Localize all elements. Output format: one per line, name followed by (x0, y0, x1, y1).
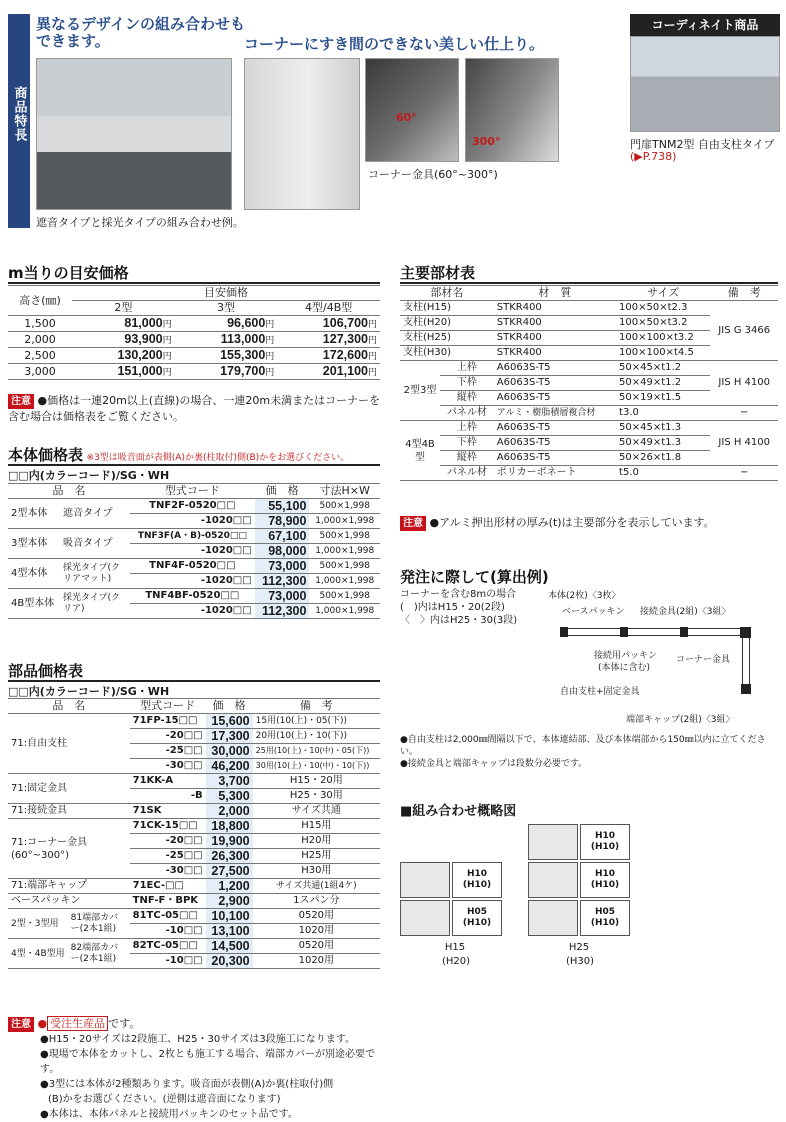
ordering-line: 〈 〉内はH25・30(3段) (400, 615, 518, 626)
table-row: -10□□ 13,100 1020用 (8, 924, 380, 939)
table-row: ベースパッキン TNF-F・BPK 2,900 1スパン分 (8, 894, 380, 909)
table-row: 4型・4B型用 82端部カバー(2本1組) 82TC-05□□ 14,500 0520用 (8, 939, 380, 954)
note-tag: 注意 (400, 516, 426, 531)
table-row: パネル材 アルミ・樹脂積層複合材 t3.0 − (400, 406, 778, 421)
combo-h25-caption: H25 (568, 942, 590, 953)
body-price-color-code: □□内(カラーコード)/SG・WH (8, 469, 170, 482)
m-price-col: 2型 (72, 301, 175, 316)
table-row: -1020□□ 98,000 1,000×1,998 (8, 544, 380, 559)
table-row: 71:固定金具 71KK-A 3,700 H15・20用 (8, 774, 380, 789)
note-tag: 注意 (8, 394, 34, 409)
table-row: 3,000 151,000円 179,700円 201,100円 (8, 364, 380, 380)
m-price-col: 4型/4B型 (277, 301, 380, 316)
post-marker (680, 627, 688, 637)
materials-table (400, 285, 778, 481)
m-price-col: 3型 (175, 301, 278, 316)
combo-panel (528, 824, 578, 860)
table-row: パネル材 ポリカーボネート t5.0 − (400, 466, 778, 481)
col-header: 品 名 (8, 484, 130, 499)
table-row: 支柱(H30) STKR400 100×100×t4.5 (400, 346, 778, 361)
col-header: 価 格 (255, 484, 310, 499)
corner-fence-photo (244, 58, 360, 210)
angle-300-label: 300° (472, 135, 501, 148)
table-row: 71:自由支柱 71FP-15□□ 15,600 15用(10(上)・05(下)) (8, 714, 380, 729)
m-price-rule (8, 282, 380, 284)
body-price-table (8, 483, 380, 619)
table-row: -25□□ 26,300 H25用 (8, 849, 380, 864)
body-price-title-row (8, 444, 383, 465)
angle-60-label: 60° (396, 111, 417, 124)
table-row: -30□□ 27,500 H30用 (8, 864, 380, 879)
table-row: 支柱(H20) STKR400 100×50×t3.2 (400, 316, 778, 331)
table-row: -1020□□ 112,300 1,000×1,998 (8, 604, 380, 619)
body-price-subnote: ※3型は吸音面が表側(A)か裏(柱取付)側(B)かをお選びください。 (86, 453, 350, 463)
combo-panel-label: H05 (H10) (580, 900, 630, 936)
m-price-table (8, 285, 380, 380)
body-price-rule (8, 464, 380, 466)
combo-panel-label: H05 (H10) (452, 900, 502, 936)
combo-h15-sub: (H20) (441, 956, 471, 967)
combo-panel-label: H10 (H10) (580, 862, 630, 898)
corner-60-photo (365, 58, 459, 162)
table-row: 4B型本体 採光タイプ(クリア) TNF4BF-0520□□ 73,000 500×1,998 (8, 589, 380, 604)
body-price-title: 本体価格表 (8, 446, 84, 464)
combo-h25-sub: (H30) (565, 956, 595, 967)
parts-note-line: ●本体は、本体パネルと接続用パッキンのセット品です。 (40, 1109, 298, 1120)
combo-panel-label: H10 (H10) (452, 862, 502, 898)
table-row: -1020□□ 78,900 1,000×1,998 (8, 514, 380, 529)
feature-side-tab: 商品特長 (8, 14, 30, 228)
materials-note-text: ●アルミ押出形材の厚み(t)は主要部分を表示しています。 (429, 516, 715, 529)
table-row: 2,000 93,900円 113,000円 127,300円 (8, 332, 380, 348)
coordinate-name: 門扉TNM2型 自由支柱タイプ (630, 138, 775, 151)
materials-title: 主要部材表 (400, 264, 476, 282)
table-row: 71:コーナー金具(60°~300°) 71CK-15□□ 18,800 H15用 (8, 819, 380, 834)
combo-panel (528, 900, 578, 936)
table-row: 4型本体 採光タイプ(クリアマット) TNF4F-0520□□ 73,000 500×1,998 (8, 559, 380, 574)
post-marker (560, 627, 568, 637)
col-header: 備 考 (253, 699, 380, 714)
ordering-conditions (400, 588, 517, 627)
col-header: 型式コード (130, 484, 255, 499)
label-body: 本体(2枚)〈3枚〉 (548, 591, 621, 601)
parts-note-line: (B)かをお選びください。(逆側は遮音面になります) (48, 1094, 281, 1105)
col-header: 寸法H×W (309, 484, 380, 499)
table-row: 下枠 A6063S-T5 50×49×t1.3 (400, 436, 778, 451)
table-row: 縦枠 A6063S-T5 50×19×t1.5 (400, 391, 778, 406)
col-header: 価 格 (206, 699, 253, 714)
combo-panel-label: H10 (H10) (580, 824, 630, 860)
parts-price-rule (8, 680, 380, 682)
combo-panel (528, 862, 578, 898)
table-row: -10□□ 20,300 1020用 (8, 954, 380, 969)
label-post: 自由支柱+固定金具 (560, 687, 640, 697)
parts-notes: 注意 ● 受注生産品 です。 ●H15・20サイズは2段施工、H25・30サイズは3段施工になります。 ●現場で本体をカットし、2枚とも施工する場合、端部カバーが別途必要です。 ●3型には本体が2種類あります。吸音面が表側(A)か裏(柱取付)側 (B)かをお選びください。(逆側は遮音面になります) ●本体は、本体パネルと接続用パッキンのセット品です。 (8, 1016, 388, 1122)
combo-panel (400, 862, 450, 898)
combo-panel (400, 900, 450, 936)
gate-photo (630, 36, 780, 132)
table-row: 2型3型 上枠 A6063S-T5 50×45×t1.2 JIS H 4100 (400, 361, 778, 376)
design-caption: 遮音タイプと採光タイプの組み合わせ例。 (36, 216, 244, 229)
note-tag: 注意 (8, 1017, 34, 1032)
col-header: サイズ (616, 286, 710, 301)
col-header: 部材名 (400, 286, 494, 301)
combo-h15-caption: H15 (444, 942, 466, 953)
table-row: 2,500 130,200円 155,300円 172,600円 (8, 348, 380, 364)
made-to-order-suffix: です。 (108, 1017, 141, 1030)
corner-caption: コーナー金具(60°~300°) (368, 168, 498, 181)
parts-note-line: ●現場で本体をカットし、2枚とも施工する場合、端部カバーが別途必要です。 (40, 1049, 375, 1075)
coordinate-page-link[interactable]: (▶P.738) (630, 150, 677, 163)
made-to-order-badge: 受注生産品 (47, 1016, 108, 1031)
table-row: 71:接続金具 71SK 2,000 サイズ共通 (8, 804, 380, 819)
coordinate-badge: コーディネイト商品 (630, 14, 780, 36)
col-header: 材 質 (494, 286, 616, 301)
parts-price-color-code: □□内(カラーコード)/SG・WH (8, 685, 170, 698)
m-price-note (8, 393, 383, 424)
materials-note (400, 515, 715, 531)
col-header: 備 考 (710, 286, 778, 301)
table-row: 下枠 A6063S-T5 50×49×t1.2 (400, 376, 778, 391)
corner-heading: コーナーにすき間のできない美しい仕上り。 (244, 35, 545, 53)
corner-300-photo (465, 58, 559, 162)
parts-price-title: 部品価格表 (8, 662, 84, 680)
table-row: -B 5,300 H25・30用 (8, 789, 380, 804)
parts-note-line: ●H15・20サイズは2段施工、H25・30サイズは3段施工になります。 (40, 1034, 355, 1045)
m-price-note-text: ●価格は一連20m以上(直線)の場合、一連20m未満またはコーナーを含む場合は価格表をご覧ください。 (8, 394, 381, 423)
table-row: 支柱(H25) STKR400 100×100×t3.2 (400, 331, 778, 346)
design-heading: 異なるデザインの組み合わせもできます。 (36, 15, 245, 50)
label-corner: コーナー金具 (676, 655, 731, 665)
fence-run-horizontal (560, 628, 746, 636)
post-marker (741, 684, 751, 694)
table-row: 71:端部キャップ 71EC-□□ 1,200 サイズ共通(1組4ケ) (8, 879, 380, 894)
col-header: 型式コード (130, 699, 206, 714)
table-row: 1,500 81,000円 96,600円 106,700円 (8, 316, 380, 332)
materials-rule (400, 282, 778, 284)
label-packing: 接続用パッキン (594, 651, 657, 661)
table-row: -25□□ 30,000 25用(10(上)・10(中)・05(下)) (8, 744, 380, 759)
corner-marker (740, 627, 751, 638)
combo-title: ■組み合わせ概略図 (400, 804, 517, 819)
label-joint: 接続金具(2組)〈3組〉 (640, 607, 731, 617)
ordering-line: コーナーを含む8mの場合 (400, 589, 517, 600)
label-cap: 端部キャップ(2組)〈3組〉 (626, 715, 735, 725)
table-row: 2型本体 遮音タイプ TNF2F-0520□□ 55,100 500×1,998 (8, 499, 380, 514)
label-base-packing: ベースパッキン (562, 607, 625, 617)
m-price-header-group: 目安価格 (72, 286, 380, 301)
ordering-notes (400, 734, 780, 770)
ordering-note: ●接続金具と端部キャップは段数分必要です。 (400, 759, 588, 769)
table-row: 縦枠 A6063S-T5 50×26×t1.8 (400, 451, 778, 466)
ordering-title: 発注に際して(算出例) (400, 568, 549, 586)
table-row: 支柱(H15) STKR400 100×50×t2.3 JIS G 3466 (400, 301, 778, 316)
label-packing-sub: (本体に含む) (598, 663, 651, 673)
table-row: 4型4B型 上枠 A6063S-T5 50×45×t1.3 JIS H 4100 (400, 421, 778, 436)
table-row: -1020□□ 112,300 1,000×1,998 (8, 574, 380, 589)
table-row: 3型本体 吸音タイプ TNF3F(A・B)-0520□□ 67,100 500×1,998 (8, 529, 380, 544)
post-marker (620, 627, 628, 637)
col-header: 品 名 (8, 699, 130, 714)
combination-fence-photo (36, 58, 232, 210)
ordering-line: ( )内はH15・20(2段) (400, 602, 505, 613)
m-price-title: m当りの目安価格 (8, 264, 129, 282)
table-row: -30□□ 46,200 30用(10(上)・10(中)・10(下)) (8, 759, 380, 774)
table-row: -20□□ 19,900 H20用 (8, 834, 380, 849)
table-row: 2型・3型用 81端部カバー(2本1組) 81TC-05□□ 10,100 0520用 (8, 909, 380, 924)
ordering-note: ●自由支柱は2,000㎜間隔以下で、本体連結部、及び本体端部から150㎜以内に立てください。 (400, 735, 766, 757)
m-price-header-height: 高さ(㎜) (8, 286, 72, 316)
parts-price-table (8, 698, 380, 969)
parts-note-line: ●3型には本体が2種類あります。吸音面が表側(A)か裏(柱取付)側 (40, 1079, 334, 1090)
table-row: -20□□ 17,300 20用(10(上)・10(下)) (8, 729, 380, 744)
